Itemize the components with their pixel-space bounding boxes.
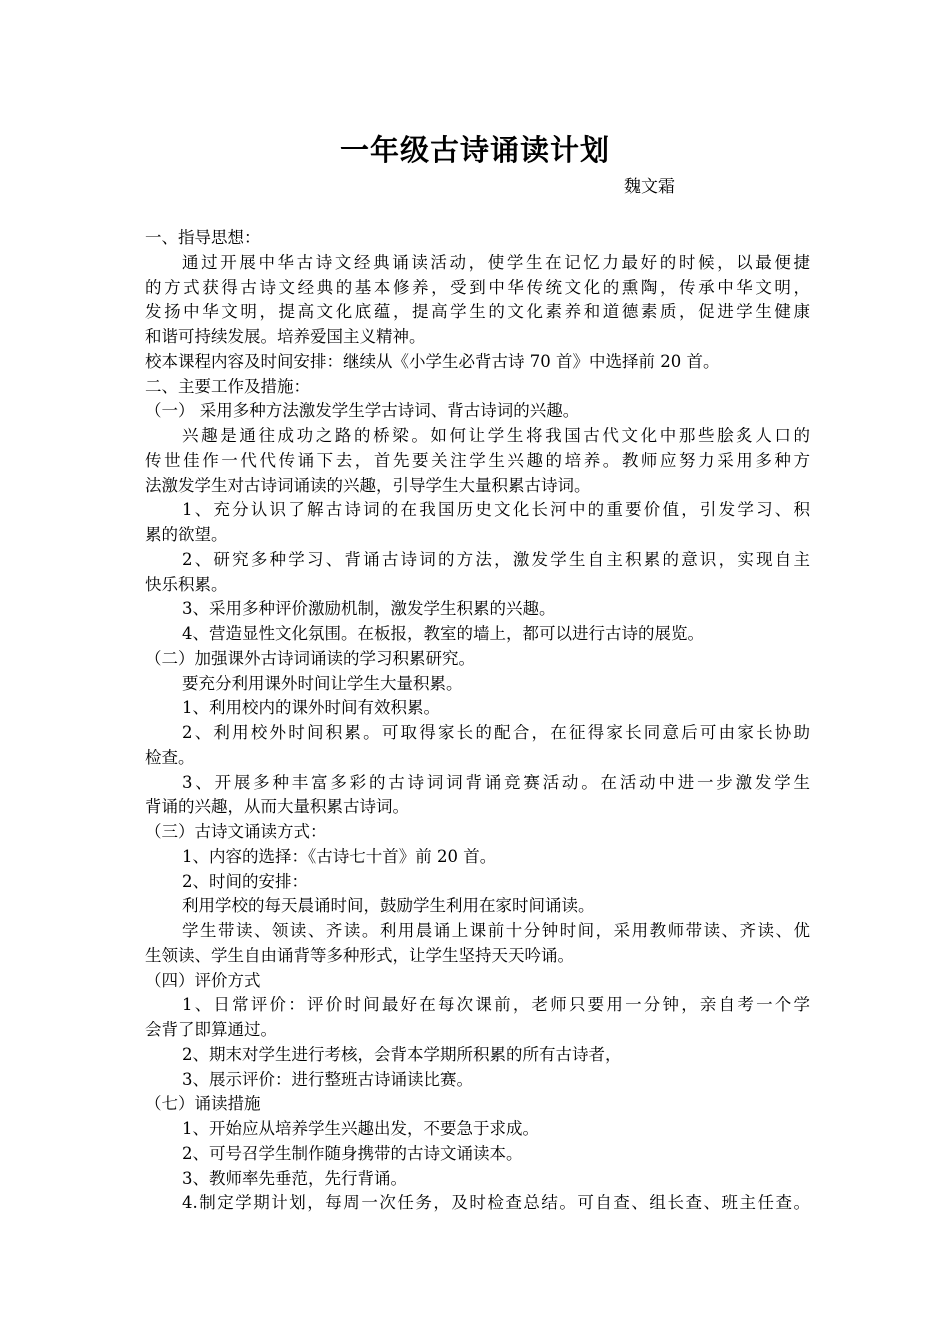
text-line: 4、营造显性文化氛围。在板报，教室的墙上，都可以进行古诗的展览。 [182,624,704,643]
text-line: （三）古诗文诵读方式： [145,822,327,841]
text-line: 传世佳作一代代传诵下去，首先要关注学生兴趣的培养。教师应努力采用多种方 [145,450,810,470]
text-line: 通过开展中华古诗文经典诵读活动，使学生在记忆力最好的时候，以最便捷 [182,252,810,272]
document-title: 一年级古诗诵读计划 [339,133,610,167]
text-line: 2、研究多种学习、背诵古诗词的方法，激发学生自主积累的意识，实现自主 [182,549,810,569]
text-line: 和谐可持续发展。培养爱国主义精神。 [145,327,426,346]
text-line: 2、期末对学生进行考核，会背本学期所积累的所有古诗者， [182,1044,622,1064]
text-line: 会背了即算通过。 [145,1020,277,1039]
document-body [145,226,810,1216]
text-line: 二、主要工作及措施： [145,376,310,396]
text-line: 3、采用多种评价激励机制，激发学生积累的兴趣。 [182,599,556,619]
text-line: 1、内容的选择：《古诗七十首》前 20 首。 [182,846,497,866]
text-line: 1、开始应从培养学生兴趣出发，不要急于求成。 [182,1119,539,1138]
text-line: 背诵的兴趣，从而大量积累古诗词。 [145,797,409,817]
text-line: 累的欲望。 [145,525,228,544]
text-line: 2、可号召学生制作随身携带的古诗文诵读本。 [182,1143,523,1163]
text-line: 3、展示评价：进行整班古诗诵读比赛。 [182,1069,473,1089]
text-line: 学生带读、领读、齐读。利用晨诵上课前十分钟时间，采用教师带读、齐读、优 [182,921,810,940]
text-line: 一、指导思想： [145,228,261,247]
text-line: 1、充分认识了解古诗词的在我国历史文化长河中的重要价值，引发学习、积 [182,500,810,520]
text-line: 利用学校的每天晨诵时间，鼓励学生利用在家时间诵读。 [182,896,595,916]
text-line: （四）评价方式 [145,970,261,990]
text-line: 3、开展多种丰富多彩的古诗词词背诵竞赛活动。在活动中进一步激发学生 [182,772,810,792]
text-line: 校本课程内容及时间安排：继续从《小学生必背古诗 70 首》中选择前 20 首。 [145,351,720,371]
text-line: 快乐积累。 [145,574,228,594]
text-line: 生领读、学生自由诵背等多种形式，让学生坚持天天吟诵。 [145,945,574,965]
text-line: 4.制定学期计划，每周一次任务，及时检查总结。可自查、组长查、班主任查。 [182,1193,810,1213]
document-author: 魏文霜 [624,177,675,197]
text-line: 1、利用校内的课外时间有效积累。 [182,698,440,718]
text-line: 2、利用校外时间积累。可取得家长的配合，在征得家长同意后可由家长协助 [182,723,810,742]
text-line: 法激发学生对古诗词诵读的兴趣，引导学生大量积累古诗词。 [145,475,591,495]
text-line: 3、教师率先垂范，先行背诵。 [182,1168,407,1188]
text-line: （七）诵读措施 [145,1094,261,1114]
text-line: 2、时间的安排： [182,871,308,891]
text-line: （二）加强课外古诗词诵读的学习积累研究。 [145,648,475,668]
text-line: 1、日常评价：评价时间最好在每次课前，老师只要用一分钟，亲自考一个学 [182,995,810,1015]
text-line: （一） 采用多种方法激发学生学古诗词、背古诗词的兴趣。 [145,401,580,421]
text-line: 检查。 [145,747,195,767]
text-line: 要充分利用课外时间让学生大量积累。 [182,673,463,693]
text-line: 发扬中华文明，提高文化底蕴，提高学生的文化素养和道德素质，促进学生健康 [145,302,810,322]
text-line: 兴趣是通往成功之路的桥梁。如何让学生将我国古代文化中那些脍炙人口的 [182,426,810,445]
text-line: 的方式获得古诗文经典的基本修养，受到中华传统文化的熏陶，传承中华文明， [145,277,810,297]
